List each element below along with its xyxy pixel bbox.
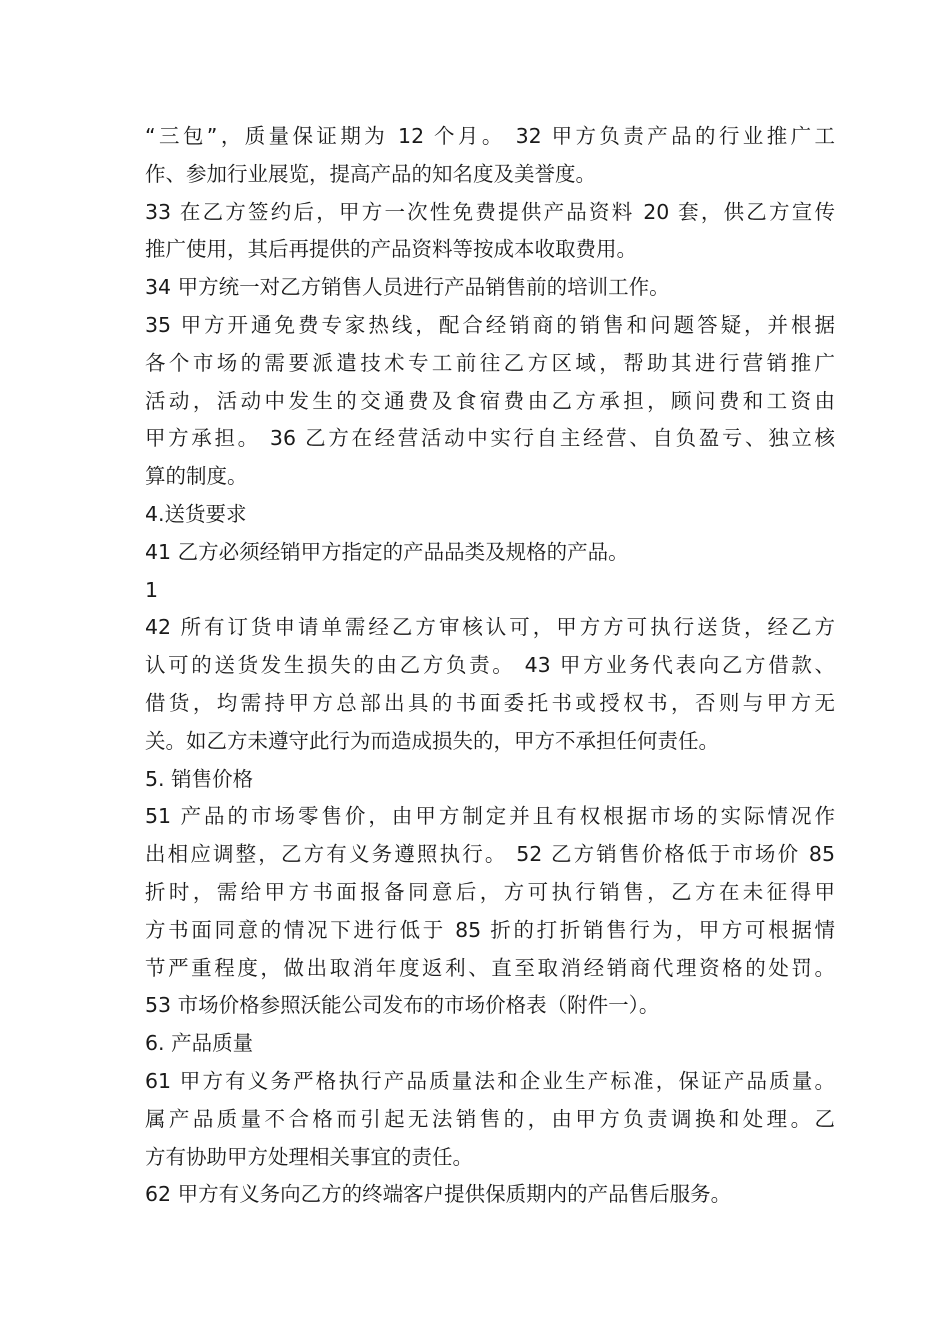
text-line: 51 产品的市场零售价，由甲方制定并且有权根据市场的实际情况作 <box>145 804 835 829</box>
text-line: 借货，均需持甲方总部出具的书面委托书或授权书，否则与甲方无 <box>145 690 835 715</box>
text-line: 62 甲方有义务向乙方的终端客户提供保质期内的产品售后服务。 <box>145 1182 732 1207</box>
text-line: 属产品质量不合格而引起无法销售的，由甲方负责调换和处理。乙 <box>145 1106 835 1131</box>
text-line: 方书面同意的情况下进行低于 85 折的打折销售行为，甲方可根据情 <box>145 917 835 942</box>
text-line: 35 甲方开通免费专家热线，配合经销商的销售和问题答疑，并根据 <box>145 312 835 337</box>
text-line: 活动，活动中发生的交通费及食宿费由乙方承担，顾问费和工资由 <box>145 388 835 413</box>
text-line: 53 市场价格参照沃能公司发布的市场价格表（附件一）。 <box>145 993 660 1018</box>
document-body <box>145 118 835 1214</box>
text-line: 认可的送货发生损失的由乙方负责。 43 甲方业务代表向乙方借款、 <box>145 653 835 678</box>
text-line: 关。如乙方未遵守此行为而造成损失的，甲方不承担任何责任。 <box>145 728 719 753</box>
text-line: 出相应调整，乙方有义务遵照执行。 52 乙方销售价格低于市场价 85 <box>145 842 835 867</box>
section-heading: 6. 产品质量 <box>145 1031 254 1056</box>
text-line: 推广使用，其后再提供的产品资料等按成本收取费用。 <box>145 237 637 262</box>
text-line: 方有协助甲方处理相关事宜的责任。 <box>145 1144 473 1169</box>
page-number: 1 <box>145 577 159 602</box>
text-line: 各个市场的需要派遣技术专工前往乙方区域，帮助其进行营销推广 <box>145 350 835 375</box>
text-line: 41 乙方必须经销甲方指定的产品品类及规格的产品。 <box>145 539 629 564</box>
text-line: 节严重程度，做出取消年度返利、直至取消经销商代理资格的处罚。 <box>145 955 835 980</box>
text-line: 作、参加行业展览，提高产品的知名度及美誉度。 <box>145 161 596 186</box>
text-line: 33 在乙方签约后，甲方一次性免费提供产品资料 20 套，供乙方宣传 <box>145 199 835 224</box>
text-line: 甲方承担。 36 乙方在经营活动中实行自主经营、自负盈亏、独立核 <box>145 426 835 451</box>
text-line: 折时，需给甲方书面报备同意后，方可执行销售，乙方在未征得甲 <box>145 879 835 904</box>
text-line: 算的制度。 <box>145 464 248 489</box>
text-line: 34 甲方统一对乙方销售人员进行产品销售前的培训工作。 <box>145 275 670 300</box>
text-line: 42 所有订货申请单需经乙方审核认可，甲方方可执行送货，经乙方 <box>145 615 835 640</box>
section-heading: 5. 销售价格 <box>145 766 254 791</box>
text-line: 61 甲方有义务严格执行产品质量法和企业生产标准，保证产品质量。 <box>145 1068 835 1093</box>
section-heading: 4.送货要求 <box>145 501 247 526</box>
text-line: “三包”，质量保证期为 12 个月。 32 甲方负责产品的行业推广工 <box>145 124 835 148</box>
